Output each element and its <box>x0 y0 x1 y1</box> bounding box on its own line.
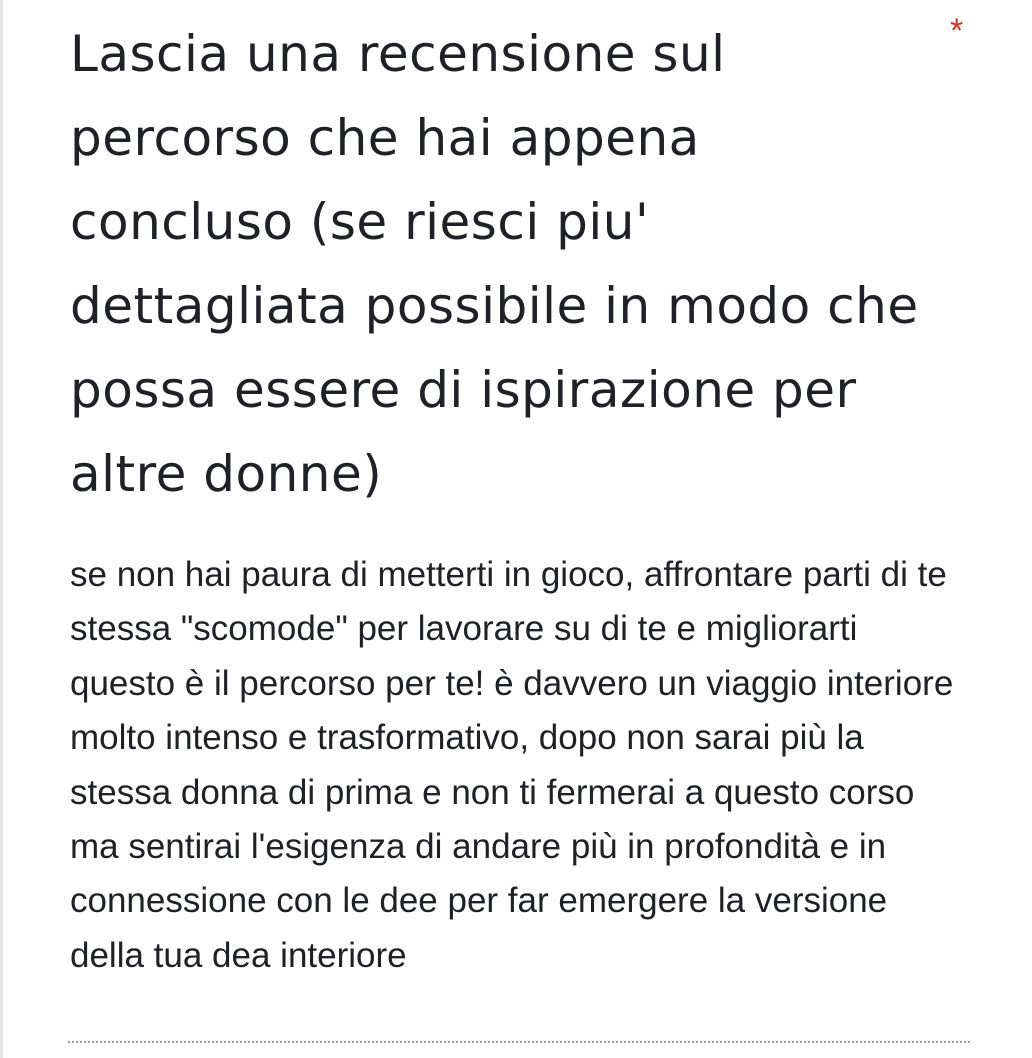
answer-text[interactable]: se non hai paura di metterti in gioco, affrontare parti di te stessa "scomode" per lavorare su di te e migliorarti questo è il percorso per te! è davvero un viaggio interiore molto intenso e trasformativo, dopo non sarai più la stessa donna di prima e non ti fermerai a questo corso ma sentirai l'esigenza di andare più in profondità e in connessione con le dee per far emergere la versione della tua dea interiore <box>70 555 954 975</box>
required-asterisk: * <box>950 12 964 50</box>
answer-field-underline <box>68 1041 970 1043</box>
question-title: Lascia una recensione sul percorso che hai appena concluso (se riesci piu' dettagliata possibile in modo che possa essere di ispirazione per altre donne) <box>70 25 919 503</box>
